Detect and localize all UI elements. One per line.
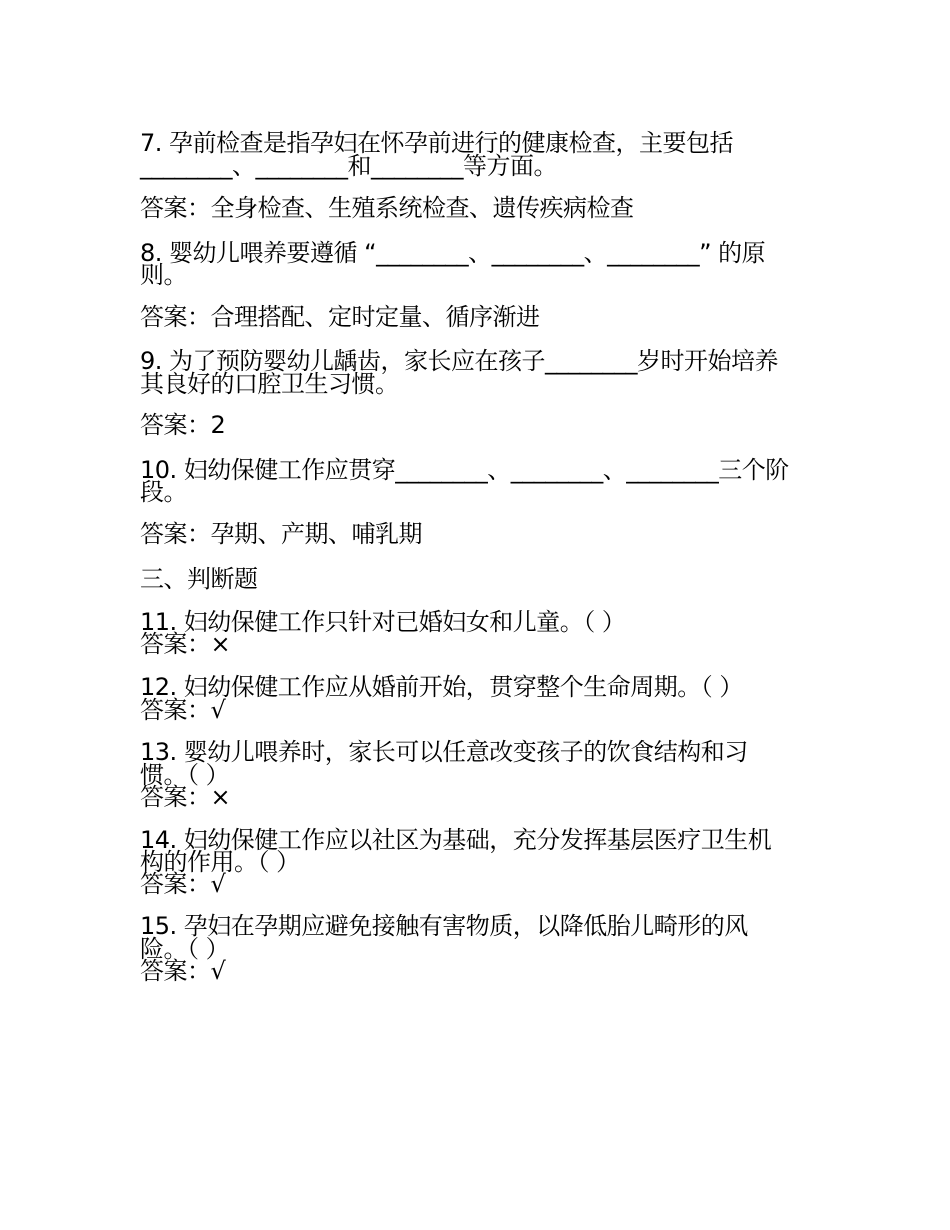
question-13-line-2: 惯。（ ） <box>140 761 230 789</box>
question-8-line-2: 则。 <box>140 261 187 289</box>
question-12-line-1: 12. 妇幼保健工作应从婚前开始，贯穿整个生命周期。（ ） <box>140 673 743 701</box>
question-10-line-2: 段。 <box>140 478 187 506</box>
question-11-line-1: 11. 妇幼保健工作只针对已婚妇女和儿童。（ ） <box>140 608 626 636</box>
answer-12: 答案：√ <box>140 696 226 724</box>
question-14-line-1: 14. 妇幼保健工作应以社区为基础，充分发挥基层医疗卫生机 <box>140 826 772 854</box>
question-14-line-2: 构的作用。（ ） <box>140 848 300 876</box>
answer-11: 答案：× <box>140 630 231 658</box>
answer-7: 答案：全身检查、生殖系统检查、遗传疾病检查 <box>140 194 634 222</box>
answer-8: 答案：合理搭配、定时定量、循序渐进 <box>140 303 540 331</box>
question-8-line-1: 8. 婴幼儿喂养要遵循 “________、________、________” 的原 <box>140 239 766 267</box>
question-9-line-1: 9. 为了预防婴幼儿龋齿，家长应在孩子________岁时开始培养 <box>140 347 779 375</box>
question-15-line-2: 险。（ ） <box>140 935 230 963</box>
question-10-line-1: 10. 妇幼保健工作应贯穿________、________、________三个阶 <box>140 456 789 484</box>
question-15-line-1: 15. 孕妇在孕期应避免接触有害物质，以降低胎儿畸形的风 <box>140 912 748 940</box>
answer-13: 答案：× <box>140 783 231 811</box>
answer-14: 答案：√ <box>140 870 226 898</box>
question-7-line-2: ________、________和________等方面。 <box>140 152 557 180</box>
section-heading-judgement: 三、判断题 <box>140 565 258 593</box>
question-13-line-1: 13. 婴幼儿喂养时，家长可以任意改变孩子的饮食结构和习 <box>140 738 748 766</box>
question-7-line-1: 7. 孕前检查是指孕妇在怀孕前进行的健康检查，主要包括 <box>140 129 734 157</box>
answer-10: 答案：孕期、产期、哺乳期 <box>140 520 422 548</box>
answer-15: 答案：√ <box>140 957 226 985</box>
question-9-line-2: 其良好的口腔卫生习惯。 <box>140 370 399 398</box>
answer-9: 答案：2 <box>140 411 226 439</box>
